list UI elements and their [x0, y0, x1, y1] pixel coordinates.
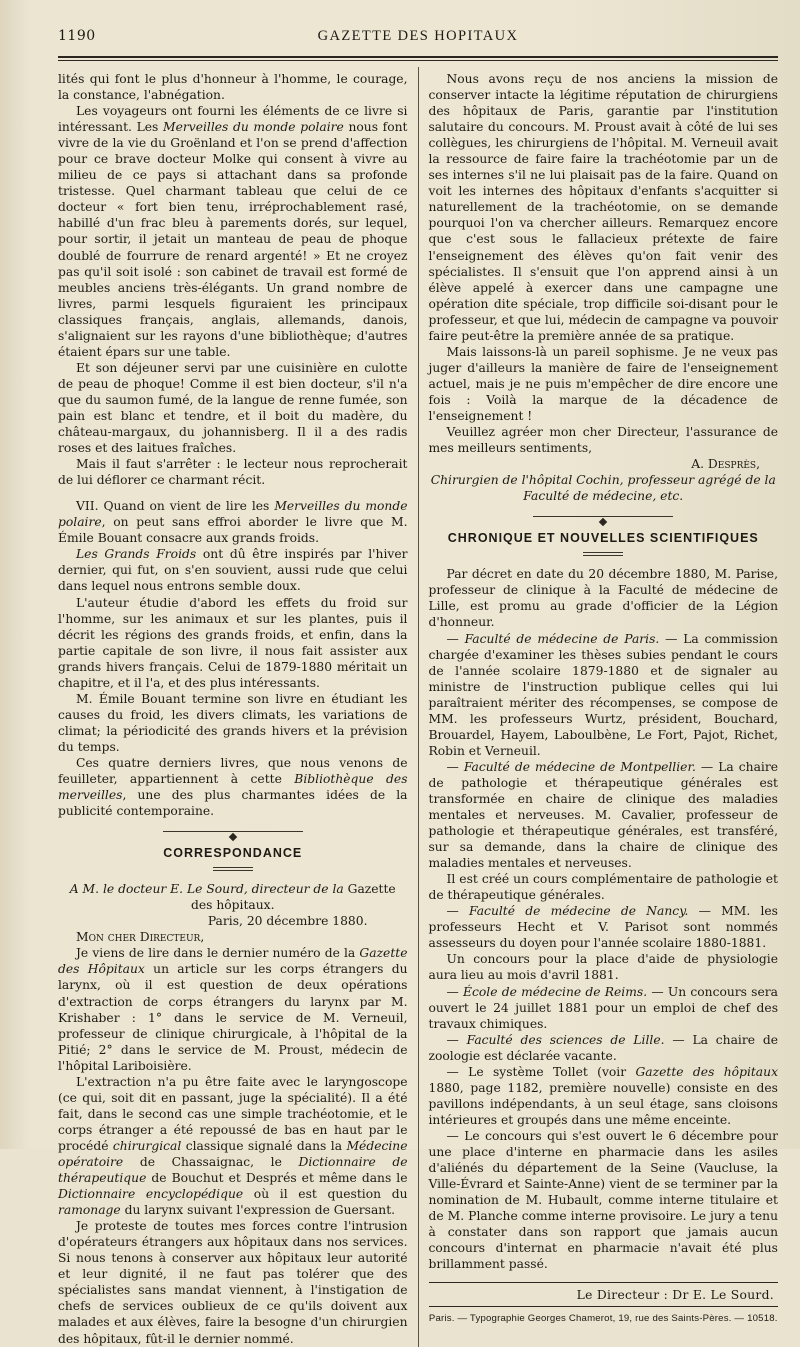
ornament-diamond	[599, 518, 607, 526]
director-line: Le Directeur : Dr E. Le Sourd.	[576, 1288, 774, 1303]
ornament-diamond	[229, 833, 237, 841]
paragraph: M. Émile Bouant termine son livre en étudiant les causes du froid, les divers climats, les variations de climat; la périodicité des grands hivers et la prévision du temps.	[58, 691, 408, 754]
paragraph: Veuillez agréer mon cher Directeur, l'assurance de mes meilleurs sentiments,	[428, 425, 778, 456]
column-rule	[418, 67, 419, 1347]
news-item: Par décret en date du 20 décembre 1880, M. Parise, professeur de clinique à la Faculté de médecine de Lille, est promu au grade d'officier de la Légion d'honneur.	[428, 567, 778, 630]
left-column	[58, 71, 408, 1347]
section-title-chronique: CHRONIQUE ET NOUVELLES SCIENTIFIQUES	[447, 531, 759, 546]
right-column	[429, 71, 779, 1347]
signature-title: Chirurgien de l'hôpital Cochin, professeur agrégé de la Faculté de médecine, etc.	[430, 473, 776, 504]
book-title: Merveilles du monde polaire	[163, 120, 344, 135]
paragraph: L'auteur étudie d'abord les effets du froid sur l'homme, sur les animaux et sur les plantes, puis il décrit les régions des grands froids, et enfin, dans la partie capitale de son livre, il nous fait assister aux grands hivers français. Celui de 1879-1880 méritait un chapitre, et il l'a, et des plus intéressants.	[58, 595, 408, 690]
text-run: nous font vivre de la vie du Groënland et l'on se prend d'affection pour ce brave docteur Molke qui consent à vivre au milieu de ce pays si attachant dans sa profonde tristesse. Quel charmant tableau que celui de ce docteur « fort bien tenu, irréprochablement rasé, habillé d'un frac bleu à parements dorés, sur lequel, pour sortir, il jetait un manteau de peau de phoque doublé de fourrure de renard argenté! » Et ne croyez pas qu'il soit isolé : son cabinet de travail est formé de meubles anciens très-élégants. Un grand nombre de livres, parmi lesquels figuraient les principaux classiques français, anglais, allemands, danois, s'alignaient sur les rayons d'une bibliothèque; d'autres étaient épars sur une table.	[58, 120, 408, 359]
text-run: de Chassaignac, le	[123, 1155, 299, 1169]
letter-address	[58, 881, 408, 913]
text-run: — La chaire de pathologie et thérapeutique générales est transformée en chaire de clinique des maladies mentales et nerveuses. M. Cavalier, professeur de pathologie et thérapeutique générales, est transféré, sur sa demande, dans la chaire de clinique des maladies mentales et nerveuses.	[428, 759, 779, 871]
letter-date: Paris, 20 décembre 1880.	[207, 914, 368, 929]
printer-imprint: Paris. — Typographie Georges Chamerot, 19, rue des Saints-Pères. — 10518.	[428, 1313, 778, 1325]
section-title-correspondance: CORRESPONDANCE	[163, 846, 303, 861]
news-item: Il est créé un cours complémentaire de pathologie et de thérapeutique générales.	[428, 872, 778, 903]
text-run: L'extraction n'a pu être faite avec le laryngoscope (ce qui, soit dit en passant, juge la spécialité). Il a été fait, dans le second cas une simple trachéotomie, et le corps étranger a été repoussé de bas en haut par le procédé	[58, 1074, 408, 1153]
news-item: Un concours pour la place d'aide de physiologie aura lieu au mois d'avril 1881.	[428, 952, 778, 983]
letter-salutation: Mon cher Directeur,	[76, 930, 205, 945]
text-run: Je viens de lire dans le dernier numéro de la	[76, 946, 360, 961]
text-run: où il est question du	[243, 1187, 408, 1202]
book-title: Bibliothèque des merveilles	[58, 772, 408, 803]
book-title: Dictionnaire de thérapeutique	[58, 1155, 408, 1186]
text-run: ont dû être inspirés par l'hiver dernier, qui fut, on s'en souvient, aussi rude que celui dans lequel nous entrons semble doux.	[58, 547, 408, 594]
paragraph: lités qui font le plus d'honneur à l'homme, le courage, la constance, l'abnégation.	[58, 72, 408, 103]
journal-ref: Gazette des Hôpitaux	[58, 946, 408, 977]
news-item	[429, 1032, 779, 1064]
news-item	[429, 1064, 779, 1128]
news-heading: Faculté de médecine de Nancy.	[469, 904, 689, 919]
paragraph	[58, 1074, 408, 1218]
dash: —	[446, 1032, 467, 1047]
page-number: 1190	[58, 28, 96, 44]
paragraph	[58, 103, 408, 360]
short-rule	[213, 867, 253, 871]
news-heading: Faculté de médecine de Montpellier.	[463, 759, 696, 774]
paragraph: Et son déjeuner servi par une cuisinière en culotte de peau de phoque! Comme il est bien docteur, s'il n'a que du saumon fumé, de la langue de renne fumée, son pain est blanc et tendre, et il boit du madère, du château-margaux, du johannisberg. Il il a des radis roses et des laitues fraîches.	[58, 360, 408, 456]
address-text: A M. le docteur E. Le Sourd, directeur de la	[69, 882, 344, 897]
section-ornament	[58, 827, 408, 837]
paragraph	[58, 945, 408, 1073]
text-run: 1880, page 1182, première nouvelle) consiste en des pavillons indépendants, à un seul étage, sans cloisons intérieures et groupés dans une même enceinte.	[428, 1080, 778, 1127]
italic-term: ramonage	[58, 1203, 121, 1218]
address-journal: Gazette des hôpitaux.	[190, 882, 396, 913]
dash: —	[446, 984, 464, 999]
book-title: Les Grands Froids	[76, 547, 197, 562]
news-heading: Faculté de médecine de Paris.	[464, 631, 660, 646]
journal-ref: Gazette des hôpitaux	[635, 1064, 778, 1079]
dash: —	[446, 759, 464, 774]
header-rule	[58, 56, 778, 61]
news-item: — Le concours qui s'est ouvert le 6 décembre pour une place d'interne en pharmacie dans les asiles d'aliénés du département de la Seine (Vaucluse, la Ville-Évrard et Sainte-Anne) vient de se terminer par la nomination de M. Hubault, comme interne titulaire et de M. Planche comme interne provisoire. Le jury a tenu à constater dans son rapport que jamais aucun concours d'internat en pharmacie n'avait été plus brillamment passé.	[428, 1128, 778, 1272]
footer-rule	[429, 1282, 779, 1283]
paragraph: Nous avons reçu de nos anciens la mission de conserver intacte la légitime réputation de chirurgiens des hôpitaux de Paris, garantie par l'institution salutaire du concours. M. Proust avait à côté de lui ses collègues, les chirurgiens de l'hôpital. M. Verneuil avait la ressource de faire faire la trachéotomie par un de ses internes s'il ne lui plaisait pas de la faire. Quand on voit les internes des hôpitaux d'enfants s'acquitter si naturellement de la trachéotomie, on se demande pourquoi l'on va chercher ailleurs. Remarquez encore que c'est sous le fallacieux prétexte de faire l'enseignement des élèves qu'on fait venir des spécialistes. Il s'ensuit que l'on apprend ainsi à un élève appelé à exercer dans une campagne une opération dite spéciale, trop difficile soi-disant pour le professeur, et que lui, médecin de campagne va pouvoir faire peut-être la première année de sa pratique.	[428, 72, 778, 343]
paragraph	[58, 755, 408, 819]
columns	[58, 71, 778, 1347]
journal-title: GAZETTE DES HOPITAUX	[317, 28, 519, 44]
book-title: Médecine opératoire	[58, 1138, 408, 1169]
paragraph: Mais il faut s'arrêter : le lecteur nous reprocherait de lui déflorer ce charmant récit.	[58, 457, 408, 488]
news-heading: École de médecine de Reims.	[463, 984, 648, 999]
paragraph	[58, 546, 408, 594]
book-title: Dictionnaire encyclopédique	[58, 1187, 244, 1202]
director-rule	[429, 1306, 779, 1307]
news-heading: Faculté des sciences de Lille.	[466, 1032, 665, 1047]
text-run: — La commission chargée d'examiner les thèses subies pendant le cours de l'année scolaire 1879-1880 et de signaler au ministre de l'instruction publique celles qui lui paraîtraient mériter des récompenses, se compose de MM. les professeurs Wurtz, président, Bouchard, Brouardel, Hayem, Laboulbène, Le Fort, Pajot, Richet, Robin et Verneuil.	[428, 631, 778, 758]
text-run: — Le système Tollet (voir	[446, 1064, 636, 1079]
text-run: , on peut sans effroi aborder le livre que M. Émile Bouant consacre aux grands froids.	[58, 515, 408, 546]
dash: —	[446, 631, 465, 646]
book-title: Merveilles du monde polaire	[58, 499, 408, 530]
text-run: un article sur les corps étrangers du larynx, où il est question de deux opérations d'extraction de corps étrangers du larynx par M. Krishaber : 1° dans le service de M. Verneuil, professeur de clinique chirurgicale, à l'hôpital de la Pitié; 2° dans le service de M. Proust, médecin de l'hôpital Lariboisière.	[58, 962, 408, 1073]
short-rule	[583, 552, 623, 556]
text-run: classique signalé dans la	[181, 1138, 347, 1153]
letter-signature: A. Desprès,	[691, 457, 760, 472]
text-run: VII. Quand on vient de lire les	[76, 499, 275, 514]
text-run: Ces quatre derniers livres, que nous venons de feuilleter, appartiennent à cette	[58, 755, 408, 787]
news-item	[429, 984, 779, 1032]
news-item	[429, 631, 779, 759]
text-run: — MM. les professeurs Hecht et V. Parisot sont nommés assesseurs du doyen pour l'année scolaire 1880-1881.	[428, 904, 778, 951]
text-run: de Bouchut et Després et même dans le	[146, 1171, 408, 1186]
news-item	[429, 903, 779, 951]
text-run: — Un concours sera ouvert le 24 juillet 1881 pour un emploi de chef des travaux chimiques.	[428, 984, 778, 1031]
paragraph: Je proteste de toutes mes forces contre l'intrusion d'opérateurs étrangers aux hôpitaux dans nos services. Si nous tenons à conserver aux hôpitaux leur autorité et leur dignité, il ne faut pas tolérer que des spécialistes sans mandat viennent, à l'instigation de chefs de services oublieux de ce qu'ils doivent aux malades et aux élèves, faire la besogne d'un chirurgien des hôpitaux, fût-il le dernier nommé.	[58, 1219, 408, 1346]
text-run: du larynx suivant l'expression de Guersant.	[120, 1203, 396, 1218]
italic-term: chirurgical	[112, 1138, 182, 1153]
section-ornament	[429, 512, 779, 522]
paragraph	[58, 498, 408, 546]
text-run: — La chaire de zoologie est déclarée vacante.	[428, 1032, 779, 1063]
text-run: Les voyageurs ont fourni les éléments de ce livre si intéressant. Les	[58, 104, 408, 135]
page-header	[58, 28, 778, 48]
dash: —	[446, 904, 470, 919]
paragraph: Mais laissons-là un pareil sophisme. Je ne veux pas juger d'ailleurs la manière de faire de l'enseignement actuel, mais je ne puis m'empêcher de dire encore une fois : Voilà la marque de la décadence de l'enseignement !	[428, 344, 778, 423]
news-item	[429, 759, 779, 871]
text-run: , une des plus charmantes idées de la publicité contemporaine.	[58, 788, 408, 819]
